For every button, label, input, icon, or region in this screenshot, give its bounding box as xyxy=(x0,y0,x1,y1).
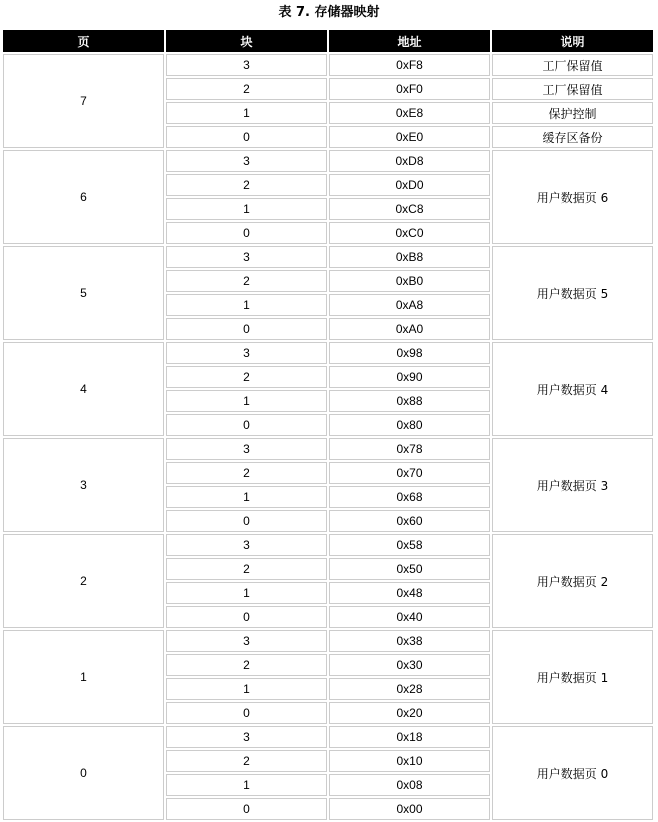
address-cell: 0x60 xyxy=(329,510,490,532)
address-cell: 0x38 xyxy=(329,630,490,652)
address-cell: 0xA8 xyxy=(329,294,490,316)
address-cell: 0x30 xyxy=(329,654,490,676)
table-row xyxy=(3,342,653,364)
block-cell: 1 xyxy=(166,582,327,604)
description-cell: 用户数据页 3 xyxy=(492,438,653,532)
block-cell: 2 xyxy=(166,270,327,292)
address-cell: 0x70 xyxy=(329,462,490,484)
block-cell: 1 xyxy=(166,774,327,796)
block-cell: 1 xyxy=(166,678,327,700)
table-row xyxy=(3,726,653,748)
block-cell: 3 xyxy=(166,630,327,652)
table-header xyxy=(3,30,653,52)
block-cell: 3 xyxy=(166,534,327,556)
address-cell: 0xE8 xyxy=(329,102,490,124)
block-cell: 2 xyxy=(166,366,327,388)
block-cell: 1 xyxy=(166,390,327,412)
block-cell: 2 xyxy=(166,654,327,676)
header-block: 块 xyxy=(166,30,327,52)
description-cell: 保护控制 xyxy=(492,102,653,124)
block-cell: 2 xyxy=(166,78,327,100)
block-cell: 1 xyxy=(166,102,327,124)
address-cell: 0x48 xyxy=(329,582,490,604)
address-cell: 0xB0 xyxy=(329,270,490,292)
description-cell: 工厂保留值 xyxy=(492,54,653,76)
address-cell: 0x68 xyxy=(329,486,490,508)
block-cell: 1 xyxy=(166,294,327,316)
address-cell: 0x28 xyxy=(329,678,490,700)
page-cell: 1 xyxy=(3,630,164,724)
address-cell: 0x00 xyxy=(329,798,490,820)
block-cell: 3 xyxy=(166,726,327,748)
address-cell: 0xF8 xyxy=(329,54,490,76)
address-cell: 0xE0 xyxy=(329,126,490,148)
block-cell: 3 xyxy=(166,438,327,460)
block-cell: 0 xyxy=(166,702,327,724)
address-cell: 0xD0 xyxy=(329,174,490,196)
address-cell: 0x20 xyxy=(329,702,490,724)
block-cell: 0 xyxy=(166,126,327,148)
block-cell: 2 xyxy=(166,558,327,580)
table-row xyxy=(3,630,653,652)
address-cell: 0x08 xyxy=(329,774,490,796)
block-cell: 3 xyxy=(166,54,327,76)
description-cell: 用户数据页 5 xyxy=(492,246,653,340)
address-cell: 0xD8 xyxy=(329,150,490,172)
table-row xyxy=(3,534,653,556)
table-row xyxy=(3,150,653,172)
block-cell: 3 xyxy=(166,246,327,268)
table-caption: 表 7. 存储器映射 xyxy=(278,5,380,20)
description-cell: 用户数据页 0 xyxy=(492,726,653,820)
block-cell: 0 xyxy=(166,798,327,820)
page-cell: 5 xyxy=(3,246,164,340)
block-cell: 2 xyxy=(166,462,327,484)
description-cell: 缓存区备份 xyxy=(492,126,653,148)
description-cell: 工厂保留值 xyxy=(492,78,653,100)
block-cell: 1 xyxy=(166,198,327,220)
address-cell: 0xF0 xyxy=(329,78,490,100)
table-body xyxy=(3,54,653,820)
description-cell: 用户数据页 1 xyxy=(492,630,653,724)
description-cell: 用户数据页 4 xyxy=(492,342,653,436)
page-cell: 7 xyxy=(3,54,164,148)
address-cell: 0x58 xyxy=(329,534,490,556)
address-cell: 0x18 xyxy=(329,726,490,748)
block-cell: 0 xyxy=(166,510,327,532)
address-cell: 0xC8 xyxy=(329,198,490,220)
address-cell: 0x90 xyxy=(329,366,490,388)
address-cell: 0x98 xyxy=(329,342,490,364)
block-cell: 0 xyxy=(166,222,327,244)
page-cell: 4 xyxy=(3,342,164,436)
address-cell: 0x88 xyxy=(329,390,490,412)
block-cell: 2 xyxy=(166,174,327,196)
description-cell: 用户数据页 2 xyxy=(492,534,653,628)
description-cell: 用户数据页 6 xyxy=(492,150,653,244)
table-row xyxy=(3,438,653,460)
block-cell: 2 xyxy=(166,750,327,772)
block-cell: 3 xyxy=(166,150,327,172)
block-cell: 0 xyxy=(166,414,327,436)
address-cell: 0xC0 xyxy=(329,222,490,244)
header-address: 地址 xyxy=(329,30,490,52)
address-cell: 0x80 xyxy=(329,414,490,436)
address-cell: 0xA0 xyxy=(329,318,490,340)
memory-map-table xyxy=(1,28,655,822)
table-row xyxy=(3,54,653,76)
address-cell: 0x50 xyxy=(329,558,490,580)
block-cell: 0 xyxy=(166,318,327,340)
block-cell: 1 xyxy=(166,486,327,508)
block-cell: 3 xyxy=(166,342,327,364)
page-cell: 6 xyxy=(3,150,164,244)
address-cell: 0x78 xyxy=(329,438,490,460)
address-cell: 0x10 xyxy=(329,750,490,772)
page-cell: 3 xyxy=(3,438,164,532)
page-cell: 0 xyxy=(3,726,164,820)
address-cell: 0x40 xyxy=(329,606,490,628)
header-description: 说明 xyxy=(492,30,653,52)
page-cell: 2 xyxy=(3,534,164,628)
table-row xyxy=(3,246,653,268)
header-page: 页 xyxy=(3,30,164,52)
block-cell: 0 xyxy=(166,606,327,628)
address-cell: 0xB8 xyxy=(329,246,490,268)
header-row xyxy=(3,30,653,52)
